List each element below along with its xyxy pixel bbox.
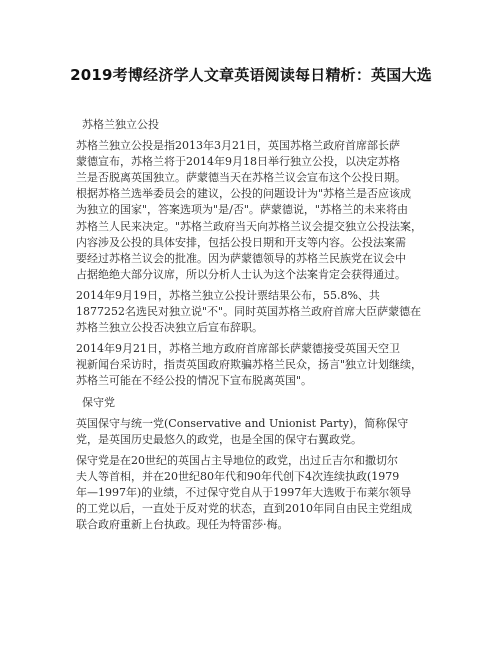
paragraph-line: 苏格兰独立公投否决独立后宣布辞职。 bbox=[76, 321, 263, 335]
paragraph-line: 年—1997年)的业绩，不过保守党自从于1997年大选败于布莱尔领导 bbox=[76, 485, 412, 499]
paragraph-line: 根据苏格兰选举委员会的建议，公投的问题设计为"苏格兰是否应该成 bbox=[76, 187, 412, 201]
paragraph-line: 占据绝绝大部分议席，所以分析人士认为这个法案肯定会获得通过。 bbox=[76, 267, 406, 281]
paragraph-line: 保守党是在20世纪的英国占主导地位的政党，出过丘吉尔和撒切尔 bbox=[76, 453, 398, 467]
paragraph bbox=[76, 288, 432, 336]
paragraph bbox=[76, 341, 432, 389]
section-heading: 苏格兰独立公投 bbox=[82, 118, 159, 131]
paragraph-line: 夫人等首相，并在20世纪80年代和90年代创下4次连续执政(1979 bbox=[76, 469, 400, 483]
paragraph-line: 苏格兰人民来决定。"苏格兰政府当天向苏格兰议会提交独立公投法案， bbox=[76, 219, 423, 233]
paragraph-line: 英国保守与统一党(Conservative and Unionist Party)，简称保守 bbox=[76, 416, 409, 430]
paragraph-line: 视新闻台采访时，指责英国政府欺骗苏格兰民众，扬言"独立计划继续， bbox=[76, 358, 423, 372]
paragraph-line: 苏格兰独立公投是指2013年3月21日，英国苏格兰政府首席部长萨 bbox=[76, 139, 400, 153]
paragraph-line: 兰是否脱离英国独立。萨蒙德当天在苏格兰议会宣布这个公投日期。 bbox=[76, 171, 406, 185]
paragraph bbox=[76, 138, 432, 283]
section-heading: 保守党 bbox=[82, 395, 115, 409]
paragraph-line: 为独立的国家"，答案选项为"是/否"。萨蒙德说，"苏格兰的未来将由 bbox=[76, 203, 408, 217]
paragraph-line: 1877252名选民对独立说"不"。同时英国苏格兰政府首席大臣萨蒙德在 bbox=[76, 305, 422, 319]
paragraph-line: 要经过苏格兰议会的批准。因为萨蒙德领导的苏格兰民族党在议会中 bbox=[76, 251, 406, 265]
paragraph-line: 蒙德宣布，苏格兰将于2014年9月18日举行独立公投，以决定苏格 bbox=[76, 155, 400, 169]
paragraph-line: 苏格兰可能在不经公投的情况下宣布脱离英国"。 bbox=[76, 374, 313, 388]
paragraph-line: 2014年9月21日，苏格兰地方政府首席部长萨蒙德接受英国天空卫 bbox=[76, 342, 400, 356]
paragraph bbox=[76, 416, 432, 448]
paragraph bbox=[76, 453, 432, 533]
paragraph-line: 内容涉及公投的具体安排，包括公投日期和开支等内容。公投法案需 bbox=[76, 235, 406, 249]
paragraph-line: 2014年9月19日，苏格兰独立公投计票结果公布，55.8%、共 bbox=[76, 288, 380, 302]
paragraph-line: 党，是英国历史最悠久的政党，也是全国的保守右翼政党。 bbox=[76, 432, 362, 446]
document-title: 2019考博经济学人文章英语阅读每日精析：英国大选 bbox=[70, 66, 432, 84]
paragraph-line: 联合政府重新上台执政。现任为特雷莎·梅。 bbox=[76, 518, 289, 532]
document-body bbox=[76, 117, 432, 533]
paragraph-line: 的工党以后，一直处于反对党的状态，直到2010年同自由民主党组成 bbox=[76, 502, 412, 516]
